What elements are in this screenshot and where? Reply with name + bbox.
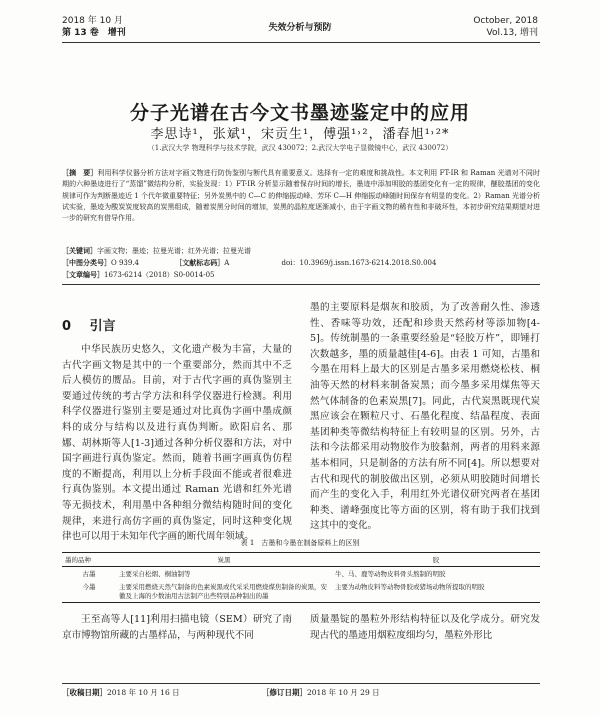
header-rule — [62, 42, 540, 43]
table-row — [62, 567, 540, 581]
author-list: 李思诗¹，张斌¹，宋贡生¹，傅强¹˒²，潘春旭¹˒²* — [150, 127, 450, 142]
header-volume-cn: 第 13 卷 增刊 — [62, 28, 126, 38]
keywords-line — [62, 246, 540, 256]
footer — [62, 683, 540, 698]
table-header: 胶 — [332, 553, 540, 567]
section-number: 0 — [62, 319, 72, 334]
table-header: 炭黑 — [116, 553, 332, 567]
intro-right-column: 墨的主要原料是烟灰和胶质，为了改善耐久性、渗透性、香味等功效，还配和珍贵天然药材等添加物[4-5]。传统制墨的一条重要经验是“轻胶万杵”，即锤打次数越多，墨的质量越佳[4-6]。由表 1 可知，古墨和今墨在用料上最大的区别是古墨多采用燃烧松枝、桐油等天然的材料来制备炭黑；而今墨多采用煤焦等天然气体制备的色素炭黑[7]。同此，古代炭黑既现代炭黑应该会在颗粒尺寸、石墨化程度、结晶程度、表面基团种类等微结构特征上有较明显的区别。另外，古法和今法都采用动物胶作为胶黏剂，两者的用料来源基本相同，只是制备的方法有所不同[4]。所以想要对古代和现代的制胶做出区别，必须从明胶随时间增长而产生的变化入手，利用红外光谱仪研究两者在基团种类、谱峰强度比等方面的区别，将有助于我们找到这其中的变化。 — [310, 302, 540, 532]
classification-line — [62, 258, 540, 268]
header-journal: 失效分析与预防 — [268, 23, 332, 33]
doi-link[interactable]: 10.3969/j.issn.1673-6214.2018.S0.004 — [299, 259, 437, 267]
revised-label: ［修订日期］ — [262, 688, 307, 697]
table-cell: 今墨 — [62, 580, 116, 603]
header-volume-en: Vol.13, 增刊 — [486, 28, 538, 38]
intro-left-column: 中华民族历史悠久，文化遗产极为丰富，大量的古代字画文物是其中的一个重要部分，然而其中不乏后人模仿的赝品。目前，对于古代字画的真伪鉴别主要通过传统的考古学方法和科学仪器进行检测。利用科学仪器进行鉴别主要是通过对比真伪字画中墨成颜料的成分与结构以及进行真伪判断。欧阳启名、那娜、胡林斯等人[1-3]通过各种分析仪器和方法，对中国字画进行真伪鉴定。然而，随着书画字画真伪仿程度的不断提高，利用以上分析手段面不能或者很难进行真伪鉴别。本文提出通过 Raman 光谱和红外光谱等无损技术，利用墨中各种组分微结构随时间的变化规律，来进行高仿字画的真伪鉴定，同时这种变化规律也可以用于未知年代字画的断代周年领域。 — [62, 344, 292, 543]
received-date: 2018 年 10 月 16 日 — [107, 688, 180, 697]
header-date-en: October, 2018 — [473, 16, 538, 26]
article-id-label: ［文章编号］ — [62, 271, 104, 279]
table-row — [62, 580, 540, 603]
doi-label[interactable]: doi： — [281, 259, 300, 267]
affiliation: （1.武汉大学 物理科学与技术学院，武汉 430072；2.武汉大学电子显微镜中心，武汉 430072） — [147, 144, 453, 152]
after-table-right: 质量墨锭的墨粒外形结构特征以及化学成分。研究发现古代的墨迹用烟粒度细均匀，墨粒外形比 — [310, 614, 540, 641]
article-id-line — [62, 270, 540, 280]
revised-date: 2018 年 10 月 29 日 — [307, 688, 380, 697]
clc-value: O 939.4 — [111, 259, 140, 267]
clc-label: ［中图分类号］ — [62, 259, 111, 267]
abstract-rule — [62, 284, 540, 285]
table-header: 墨的品种 — [62, 553, 116, 567]
table-1 — [62, 552, 540, 603]
section-heading — [62, 315, 116, 334]
header-date-cn: 2018 年 10 月 — [62, 16, 123, 26]
table-cell: 主要采自松烟、桐油制等 — [119, 570, 191, 578]
received-label: ［收稿日期］ — [62, 688, 107, 697]
after-table-left: 王至高等人[11]利用扫描电镜（SEM）研究了南京市博物馆所藏的古墨样品，与两种现代不同 — [62, 614, 292, 641]
abstract-label: ［摘 要］ — [62, 168, 98, 177]
keywords-text: 字画文物；墨迹；拉曼光谱；红外光谱；拉曼光谱 — [97, 247, 251, 255]
table-caption: 表 1 古墨和今墨在制备原料上的区别 — [240, 539, 360, 547]
table-cell: 古墨 — [82, 570, 96, 578]
table-cell: 主要采用燃烧天然气制备的色素炭黑或代采采用燃烧煤焦制备的炭黑，安徽及上海的少数油用古法制产出些特别品种制出的墨 — [116, 580, 332, 603]
abstract — [62, 167, 540, 224]
section-title: 引言 — [89, 319, 116, 334]
keywords-label: ［关键词］ — [62, 247, 97, 255]
table-header-row — [62, 553, 540, 567]
abstract-text: 利用科学仪器分析方法对字画文物进行防伪鉴别与断代具有重要意义。选择有一定的难度和挑战性。本文利用 FT-IR 和 Raman 光谱对不同时期的六种墨迹进行了“蒸馏”微结构分析，实验发现：1）FT-IR 分析显示随着保存时间的增长，墨迹中添加明胶的基团变化有一定的规律，醚胶基团的变化规律可作为判断墨迹近 1 个代年微重要特征；另外炭黑中的 C—C 的伸缩振动峰、芳环 C—H 伸缩振动峰随时间保存有明显的变化。2）Raman 光谱分析试实验，墨迹为酸炭炭度较高的炭黑组成，随着炭黑分时间的增加，炭黑的晶粒度逐渐减小，由于字画文物的稀有性和非破坏性，本初步研究结果期望对进一步的研究有借导作用。 — [62, 169, 541, 223]
paper-title: 分子光谱在古今文书墨迹鉴定中的应用 — [129, 102, 470, 124]
doc-code-value: A — [224, 259, 230, 267]
table-cell: 主要为动物皮料等动物骨胶或猪场动物所提取的明胶 — [332, 580, 540, 603]
doc-code-label: ［文献标志码］ — [175, 259, 225, 267]
table-cell: 牛、马、鹿等动物皮料骨头熬制的明胶 — [335, 570, 446, 578]
article-id-value: 1673-6214（2018）S0-0014-05 — [104, 271, 215, 279]
